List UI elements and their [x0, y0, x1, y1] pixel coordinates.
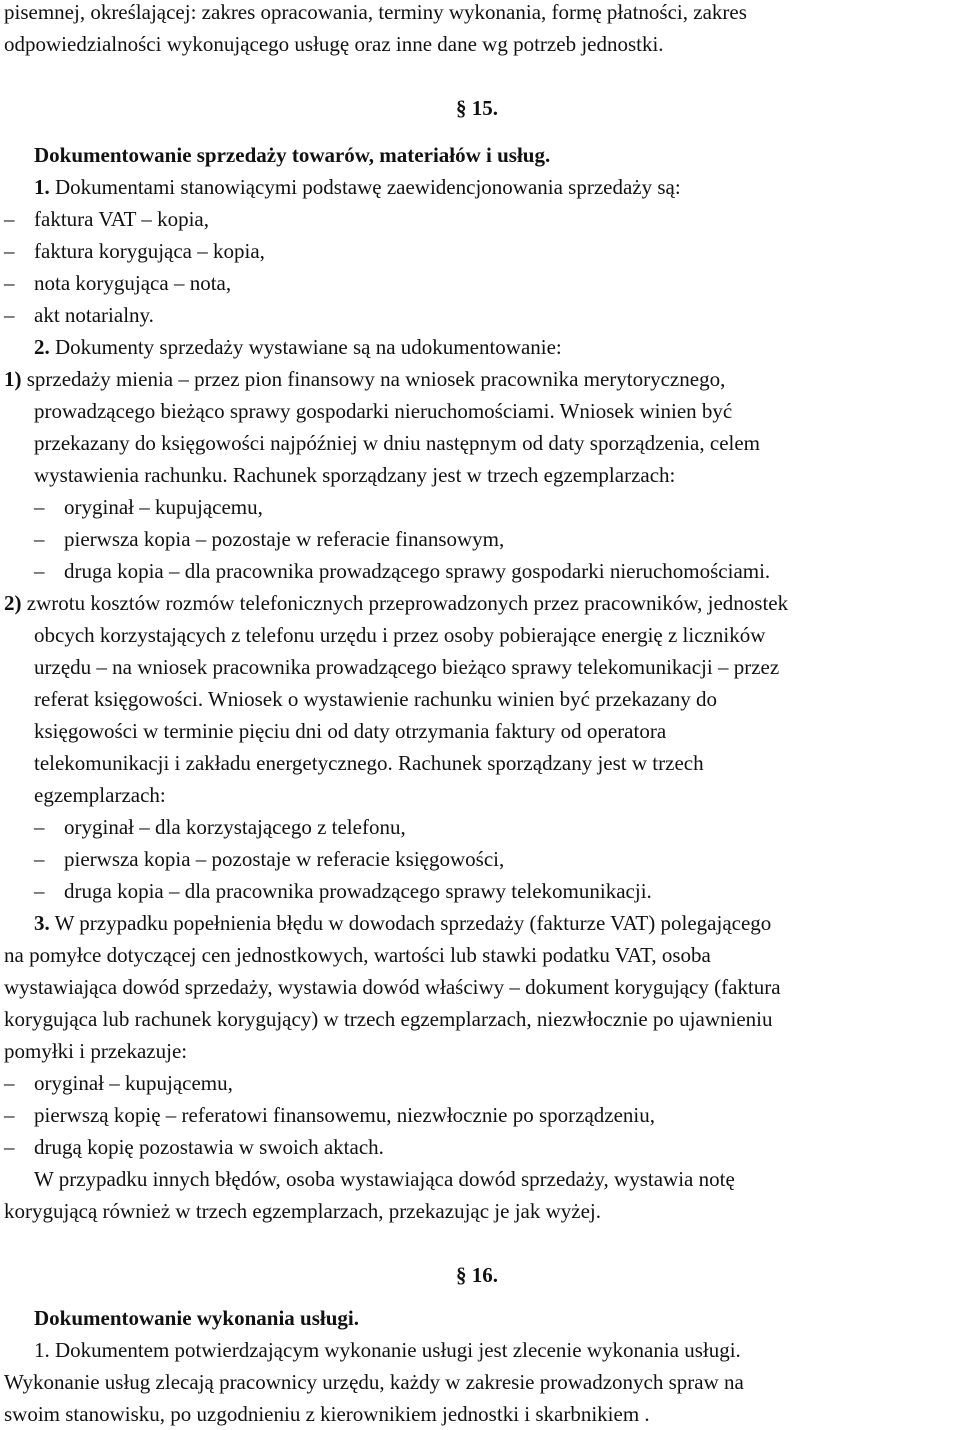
s15-p2-line [34, 331, 562, 363]
dash-bullet: – [34, 815, 45, 839]
dash-bullet: – [34, 879, 45, 903]
paragraph-number: 1. [34, 175, 50, 199]
section-15-heading: § 15. [456, 96, 498, 120]
s15-p3-line-5: pomyłki i przekazuje: [4, 1039, 188, 1063]
list-item-text: druga kopia – dla pracownika prowadzącego sprawy gospodarki nieruchomościami. [64, 559, 771, 583]
paragraph-text: Dokumentami stanowiącymi podstawę zaewidencjonowania sprzedaży są: [49, 175, 681, 199]
section-15-title: Dokumentowanie sprzedaży towarów, materiałów i usług. [34, 143, 551, 167]
list-item-text: drugą kopię pozostawia w swoich aktach. [34, 1135, 384, 1159]
s16-p1-line-1 [34, 1334, 741, 1366]
paragraph-text: Dokumenty sprzedaży wystawiane są na udokumentowanie: [49, 335, 562, 359]
dash-bullet: – [4, 271, 15, 295]
paragraph-number: 1. [34, 1338, 50, 1362]
s15-p3-line-2: na pomyłce dotyczącej cen jednostkowych, wartości lub stawki podatku VAT, osoba [4, 943, 711, 967]
dash-bullet: – [4, 207, 15, 231]
dash-bullet: – [34, 495, 45, 519]
sub2-line-3: urzędu – na wniosek pracownika prowadzącego bieżąco sprawy telekomunikacji – przez [34, 655, 780, 679]
list-item-text: nota korygująca – nota, [34, 271, 232, 295]
sub-number: 2) [4, 591, 22, 615]
list-item-text: pierwszą kopię – referatowi finansowemu, niezwłocznie po sporządzeniu, [34, 1103, 656, 1127]
dash-bullet: – [34, 559, 45, 583]
sub1-line-2: prowadzącego bieżąco sprawy gospodarki nieruchomościami. Wniosek winien być [34, 399, 733, 423]
paragraph-number: 3. [34, 911, 50, 935]
s15-p3-line-3: wystawiająca dowód sprzedaży, wystawia dowód właściwy – dokument korygujący (faktura [4, 975, 781, 999]
list-item-text: oryginał – kupującemu, [34, 1071, 233, 1095]
section-16-title: Dokumentowanie wykonania usługi. [34, 1306, 359, 1330]
s15-p1-line [34, 171, 681, 203]
intro-line-1: pisemnej, określającej: zakres opracowania, terminy wykonania, formę płatności, zakres [4, 0, 747, 24]
s15-p3-after-2: korygującą również w trzech egzemplarzach, przekazując je jak wyżej. [4, 1199, 601, 1223]
sub2-line-4: referat księgowości. Wniosek o wystawienie rachunku winien być przekazany do [34, 687, 718, 711]
section-16-heading: § 16. [456, 1263, 498, 1287]
list-item-text: faktura VAT – kopia, [34, 207, 209, 231]
sub-number: 1) [4, 367, 22, 391]
sub-text: zwrotu kosztów rozmów telefonicznych przeprowadzonych przez pracowników, jednostek [21, 591, 789, 615]
paragraph-text: Dokumentem potwierdzającym wykonanie usługi jest zlecenie wykonania usługi. [49, 1338, 741, 1362]
sub1-line-1 [4, 363, 725, 395]
dash-bullet: – [4, 1103, 15, 1127]
sub1-line-4: wystawienia rachunku. Rachunek sporządzany jest w trzech egzemplarzach: [34, 463, 676, 487]
sub2-line-6: telekomunikacji i zakładu energetycznego. Rachunek sporządzany jest w trzech [34, 751, 704, 775]
list-item-text: oryginał – kupującemu, [64, 495, 263, 519]
s16-p1-line-2: Wykonanie usług zlecają pracownicy urzędu, każdy w zakresie prowadzonych spraw na [4, 1370, 744, 1394]
dash-bullet: – [34, 527, 45, 551]
sub2-line-7: egzemplarzach: [34, 783, 166, 807]
list-item-text: akt notarialny. [34, 303, 154, 327]
list-item-text: druga kopia – dla pracownika prowadzącego sprawy telekomunikacji. [64, 879, 652, 903]
sub2-line-5: księgowości w terminie pięciu dni od daty otrzymania faktury od operatora [34, 719, 667, 743]
s15-p3-line-4: korygująca lub rachunek korygujący) w trzech egzemplarzach, niezwłocznie po ujawnieniu [4, 1007, 773, 1031]
sub2-line-2: obcych korzystających z telefonu urzędu i przez osoby pobierające energię z liczników [34, 623, 766, 647]
paragraph-text: W przypadku popełnienia błędu w dowodach sprzedaży (fakturze VAT) polegającego [49, 911, 772, 935]
dash-bullet: – [4, 303, 15, 327]
list-item-text: oryginał – dla korzystającego z telefonu, [64, 815, 406, 839]
sub1-line-3: przekazany do księgowości najpóźniej w dniu następnym od daty sporządzenia, celem [34, 431, 761, 455]
intro-line-2: odpowiedzialności wykonującego usługę oraz inne dane wg potrzeb jednostki. [4, 32, 664, 56]
dash-bullet: – [4, 239, 15, 263]
dash-bullet: – [4, 1135, 15, 1159]
list-item-text: pierwsza kopia – pozostaje w referacie finansowym, [64, 527, 505, 551]
list-item-text: faktura korygująca – kopia, [34, 239, 265, 263]
sub2-line-1 [4, 587, 788, 619]
s15-p3-after-1: W przypadku innych błędów, osoba wystawiająca dowód sprzedaży, wystawia notę [34, 1167, 735, 1191]
s15-p3-line-1 [34, 907, 771, 939]
dash-bullet: – [4, 1071, 15, 1095]
dash-bullet: – [34, 847, 45, 871]
list-item-text: pierwsza kopia – pozostaje w referacie księgowości, [64, 847, 505, 871]
paragraph-number: 2. [34, 335, 50, 359]
sub-text: sprzedaży mienia – przez pion finansowy na wniosek pracownika merytorycznego, [21, 367, 726, 391]
s16-p1-line-3: swoim stanowisku, po uzgodnieniu z kierownikiem jednostki i skarbnikiem . [4, 1402, 650, 1426]
